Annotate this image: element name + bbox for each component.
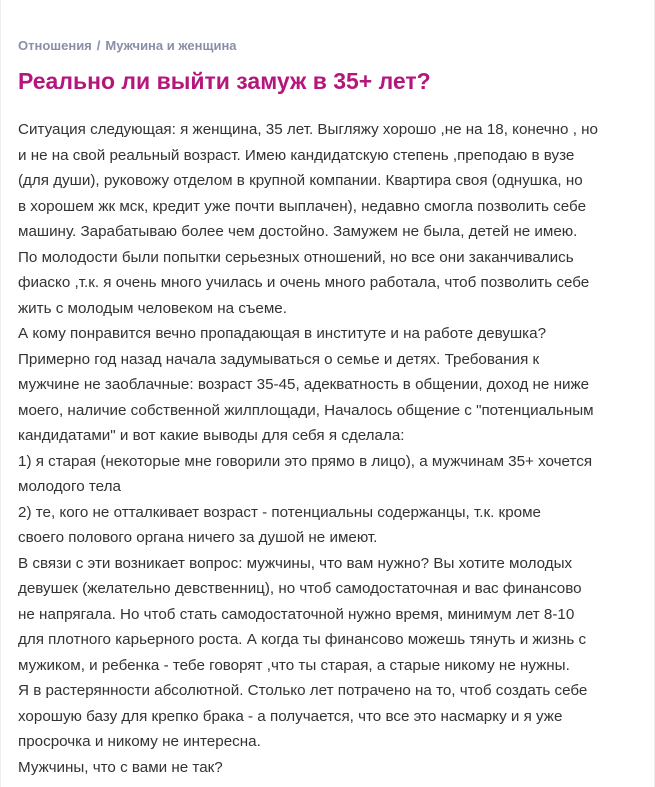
body-line: девушек (желательно девственниц), но чтоб самодостаточная и вас финансово [18, 580, 582, 597]
body-line: кандидатами" и вот какие выводы для себя я сделала: [18, 427, 405, 444]
body-line: 2) те, кого не отталкивает возраст - потенциальны содержанцы, т.к. кроме [18, 503, 541, 521]
body-line: Примерно год назад начала задумываться о семье и детях. Требования к [18, 350, 540, 368]
breadcrumb-link-relationships[interactable]: Отношения [18, 38, 92, 53]
body-line: Ситуация следующая: я женщина, 35 лет. Выгляжу хорошо ,не на 18, конечно , но [18, 121, 598, 138]
body-line: не напрягала. Но чтоб стать самодостаточной нужно время, минимум лет 8-10 [18, 605, 575, 623]
body-line: (для души), руковожу отделом в крупной компании. Квартира своя (однушка, но [18, 172, 583, 189]
body-line: в хорошем жк мск, кредит уже почти выплачен), недавно смогла позволить себе [18, 197, 587, 215]
body-line: своего полового органа ничего за душой не имеют. [18, 529, 378, 546]
article-title: Реально ли выйти замуж в 35+ лет? [18, 68, 431, 94]
body-line: А кому понравится вечно пропадающая в институте и на работе девушка? [18, 325, 547, 342]
breadcrumb-link-man-and-woman[interactable]: Мужчина и женщина [105, 38, 237, 53]
body-line: Я в растерянности абсолютной. Столько лет потрачено на то, чтоб создать себе [18, 682, 588, 699]
body-line: жить с молодым человеком на съеме. [18, 299, 287, 317]
breadcrumb [18, 38, 237, 53]
body-line: 1) я старая (некоторые мне говорили это прямо в лицо), а мужчинам 35+ хочется [18, 452, 593, 470]
body-line: мужиком, и ребенка - тебе говорят ,что ты старая, а старые никому не нужны. [18, 656, 570, 674]
body-line: Мужчины, что с вами не так? [18, 758, 223, 776]
body-line: хорошую базу для крепко брака - а получается, что все это насмарку и я уже [18, 707, 563, 725]
body-line: В связи с эти возникает вопрос: мужчины, что вам нужно? Вы хотите молодых [18, 554, 573, 572]
body-line: мужчине не заоблачные: возраст 35-45, адекватность в общении, доход не ниже [18, 376, 590, 393]
body-line: моего, наличие собственной жилплощади, Началось общение с "потенциальным [18, 401, 594, 419]
body-line: для плотного карьерного роста. А когда ты финансово можешь тянуть и жизнь с [18, 631, 587, 648]
body-line: и не на свой реальный возраст. Имею кандидатскую степень ,преподаю в вузе [18, 146, 575, 164]
body-line: просрочка и никому не интересна. [18, 733, 261, 750]
body-line: молодого тела [18, 478, 121, 495]
body-line: фиаско ,т.к. я очень много училась и очень много работала, чтоб позволить себе [18, 274, 590, 291]
breadcrumb-separator: / [96, 38, 101, 53]
body-line: машину. Зарабатываю более чем достойно. Замужем не была, детей не имею. [18, 223, 578, 240]
article-body [18, 117, 643, 780]
body-line: По молодости были попытки серьезных отношений, но все они заканчивались [18, 248, 574, 266]
